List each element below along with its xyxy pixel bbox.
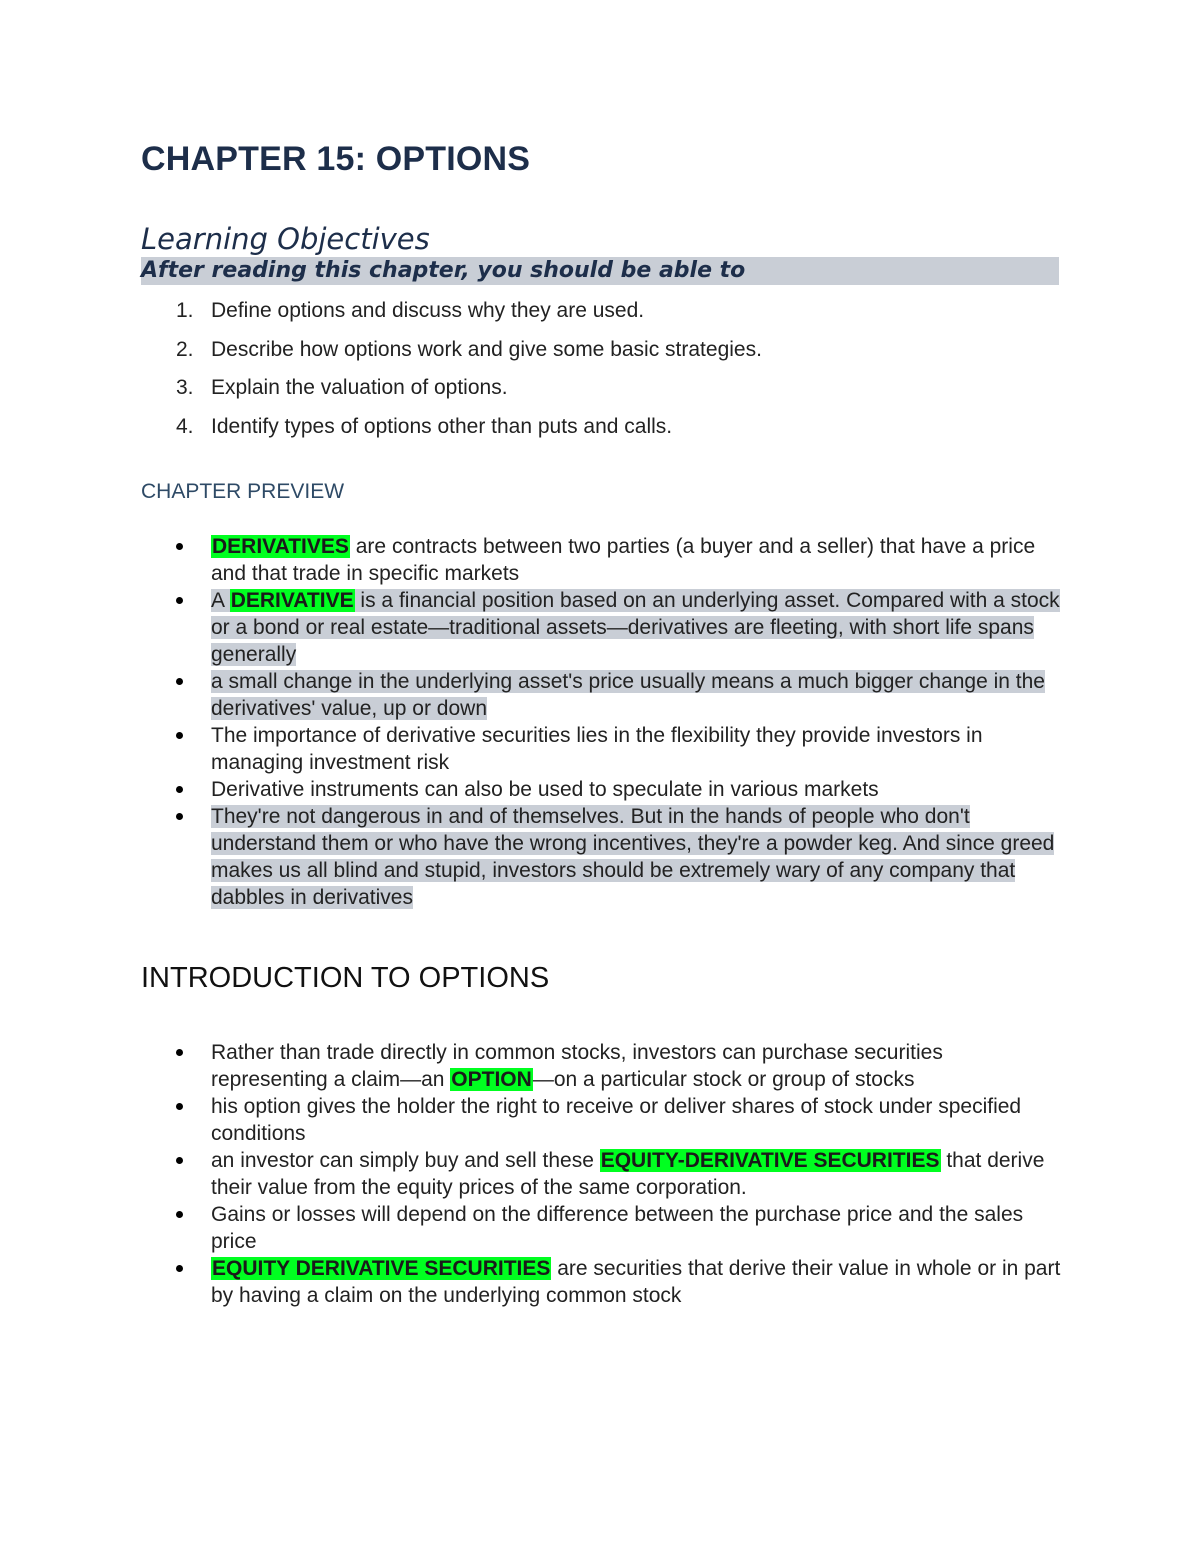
bullet-icon bbox=[176, 543, 183, 550]
bullet-icon bbox=[176, 813, 183, 820]
introduction-heading: INTRODUCTION TO OPTIONS bbox=[141, 962, 550, 994]
bullet-text: that derive their value from the equity prices of the same corporation. bbox=[211, 1149, 1045, 1199]
list-item bbox=[141, 533, 1061, 587]
bullet-icon bbox=[176, 597, 183, 604]
bullet-prefix: A bbox=[211, 589, 230, 612]
list-item bbox=[141, 1039, 1061, 1093]
objective-item bbox=[141, 412, 762, 451]
bullet-icon bbox=[176, 1157, 183, 1164]
bullet-icon bbox=[176, 1211, 183, 1218]
bullet-text: Rather than trade directly in common stocks, investors can purchase securities representing a claim—an bbox=[211, 1041, 943, 1091]
bullet-icon bbox=[176, 1103, 183, 1110]
bullet-text: his option gives the holder the right to receive or deliver shares of stock under specified conditions bbox=[211, 1095, 1022, 1145]
bullet-text: is a financial position based on an underlying asset. Compared with a stock or a bond or real estate—traditional assets—derivatives are fleeting, with short life spans generally bbox=[211, 589, 1060, 666]
learning-objectives-title: Learning Objectives bbox=[141, 222, 430, 256]
bullet-icon bbox=[176, 732, 183, 739]
objective-number: 1. bbox=[176, 299, 194, 322]
chapter-preview-list bbox=[141, 533, 1061, 911]
objective-item bbox=[141, 296, 762, 335]
list-item bbox=[141, 722, 1061, 776]
objective-text: Describe how options work and give some basic strategies. bbox=[211, 337, 762, 361]
chapter-title: CHAPTER 15: OPTIONS bbox=[141, 140, 531, 178]
bullet-text: Derivative instruments can also be used to speculate in various markets bbox=[211, 778, 879, 801]
list-item bbox=[141, 668, 1061, 722]
bullet-text: are contracts between two parties (a buyer and a seller) that have a price and that trade in specific markets bbox=[211, 535, 1036, 585]
objective-number: 4. bbox=[176, 415, 194, 439]
bullet-icon bbox=[176, 678, 183, 685]
bullet-icon bbox=[176, 1049, 183, 1056]
list-item bbox=[141, 1255, 1061, 1309]
chapter-preview-heading: CHAPTER PREVIEW bbox=[141, 480, 345, 503]
objective-text: Explain the valuation of options. bbox=[211, 376, 508, 400]
bullet-text: an investor can simply buy and sell these bbox=[211, 1149, 600, 1172]
objective-text: Identify types of options other than puts and calls. bbox=[211, 415, 673, 439]
list-item bbox=[141, 587, 1061, 668]
bullet-text: a small change in the underlying asset's price usually means a much bigger change in the derivatives' value, up or down bbox=[211, 670, 1045, 720]
objective-item bbox=[141, 335, 762, 374]
highlighted-term: EQUITY-DERIVATIVE SECURITIES bbox=[600, 1149, 940, 1172]
highlighted-term: DERIVATIVE bbox=[230, 589, 354, 612]
bullet-icon bbox=[176, 1265, 183, 1272]
bullet-icon bbox=[176, 786, 183, 793]
objective-number: 3. bbox=[176, 376, 194, 400]
list-item bbox=[141, 776, 1061, 803]
objective-number: 2. bbox=[176, 337, 194, 361]
highlighted-term: OPTION bbox=[451, 1068, 532, 1091]
bullet-text: —on a particular stock or group of stocks bbox=[532, 1068, 915, 1091]
bullet-text: are securities that derive their value in whole or in part by having a claim on the underlying common stock bbox=[211, 1257, 1061, 1307]
introduction-list bbox=[141, 1039, 1061, 1309]
list-item bbox=[141, 1093, 1061, 1147]
highlighted-term: DERIVATIVES bbox=[212, 535, 349, 558]
bullet-text: The importance of derivative securities lies in the flexibility they provide investors in managing investment risk bbox=[211, 724, 983, 774]
learning-objectives-list bbox=[141, 296, 762, 451]
objective-item bbox=[141, 373, 762, 412]
list-item bbox=[141, 803, 1061, 911]
learning-objectives-subtitle: After reading this chapter, you should be able to bbox=[141, 257, 1059, 285]
bullet-text: Gains or losses will depend on the difference between the purchase price and the sales price bbox=[211, 1203, 1024, 1253]
list-item bbox=[141, 1147, 1061, 1201]
bullet-text: They're not dangerous in and of themselves. But in the hands of people who don't understand them or who have the wrong incentives, they're a powder keg. And since greed makes us all blind and stupid, investors should be extremely wary of any company that dabbles in derivatives bbox=[211, 805, 1055, 909]
highlighted-term: EQUITY DERIVATIVE SECURITIES bbox=[212, 1257, 551, 1280]
list-item bbox=[141, 1201, 1061, 1255]
objective-text: Define options and discuss why they are used. bbox=[211, 299, 645, 322]
